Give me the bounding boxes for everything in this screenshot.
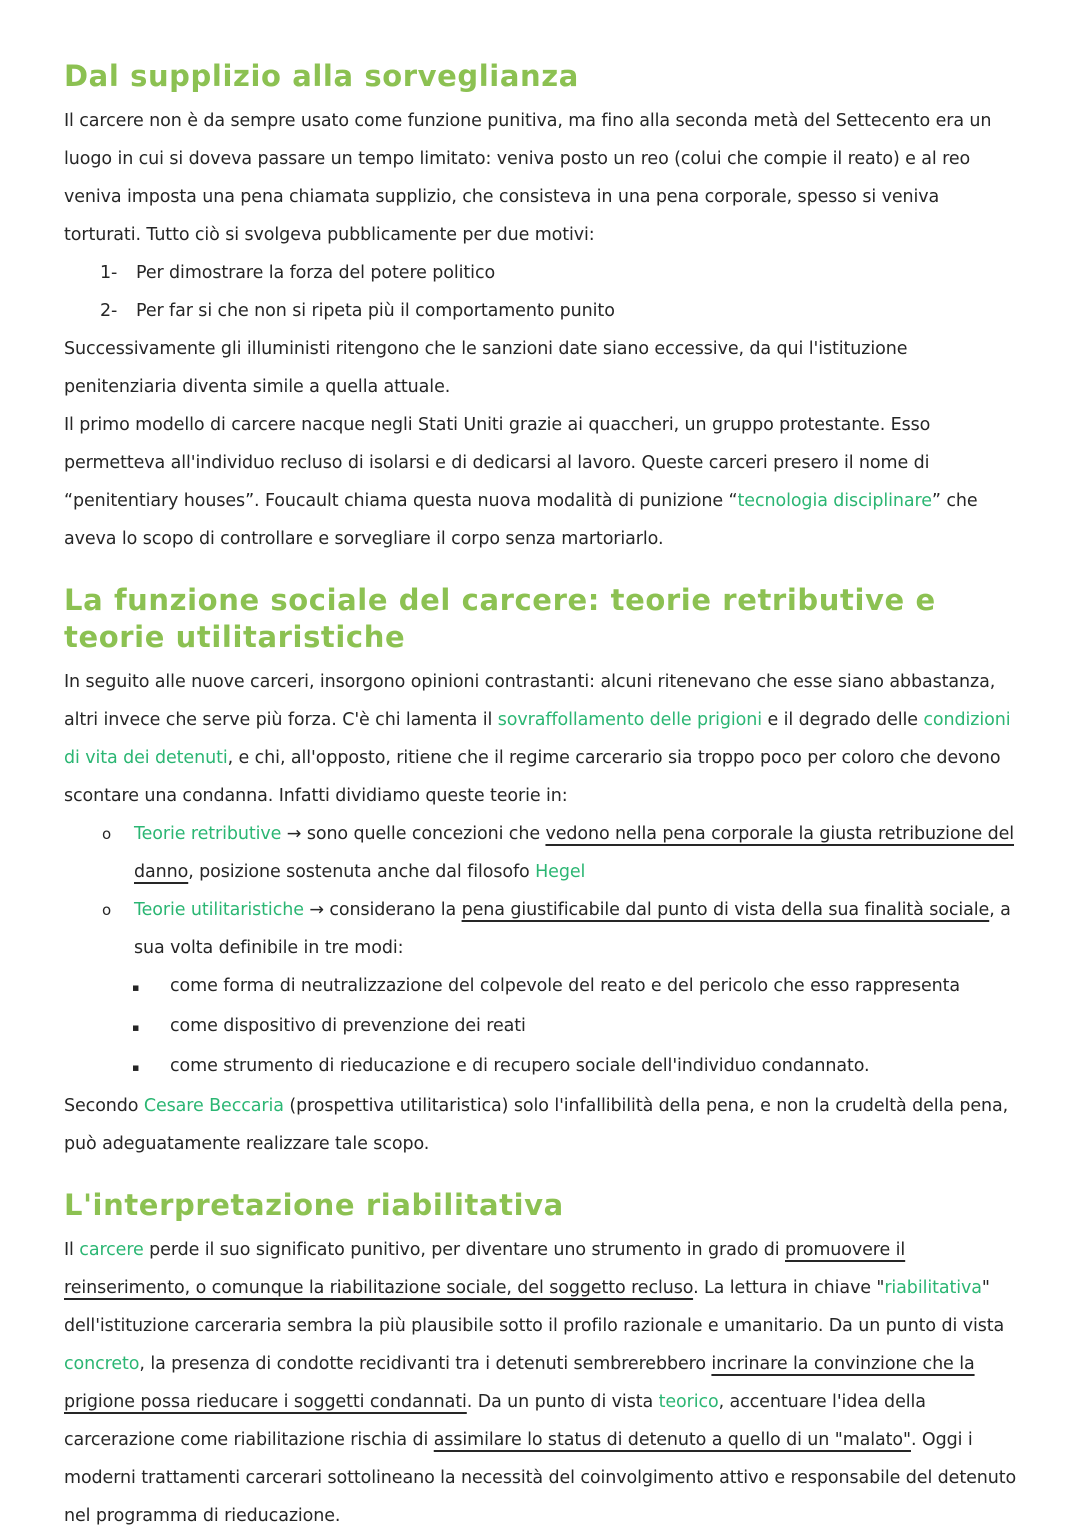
list-marker: ▪ [132, 1061, 140, 1075]
paragraph [64, 330, 1018, 406]
text-run-underline: incrinare la convinzione che la prigione possa rieducare i soggetti condannati [64, 1353, 975, 1412]
text-run-underline: assimilare lo status di detenuto a quello di un "malato" [433, 1429, 911, 1450]
text-run-green: Hegel [535, 862, 586, 883]
list-item-text [136, 292, 1018, 330]
text-run: come strumento di rieducazione e di recupero sociale dell'individuo condannato. [170, 1056, 870, 1077]
text-run-green: tecnologia disciplinare [737, 490, 932, 511]
section-heading: Dal supplizio alla sorveglianza [64, 59, 579, 93]
text-run: come dispositivo di prevenzione dei reati [170, 1016, 526, 1037]
text-run: e il degrado delle [762, 710, 924, 731]
numbered-list [64, 254, 1018, 330]
list-item-text [134, 815, 1018, 891]
text-run-underline: promuovere il reinserimento, o comunque la riabilitazione sociale, del soggetto recluso [64, 1239, 906, 1298]
list-marker: ▪ [132, 981, 140, 995]
text-run: (prospettiva utilitaristica) solo l'infallibilità della pena, e non la crudeltà della pena, può adeguatamente realizzare tale scopo. [64, 1096, 1009, 1155]
text-run: , e chi, all'opposto, ritiene che il regime carcerario sia troppo poco per coloro che devono scontare una condanna. Infatti dividiamo queste teorie in: [64, 748, 1001, 807]
text-run: Secondo [64, 1096, 144, 1117]
section-interpretazione-riabilitativa [64, 1187, 1018, 1535]
section-dal-supplizio-alla-sorveglianza [64, 58, 1018, 558]
text-run-green: Cesare Beccaria [143, 1096, 284, 1117]
paragraph [64, 1231, 1018, 1535]
text-run: , a sua volta definibile in tre modi: [134, 900, 1011, 959]
paragraph [64, 406, 1018, 558]
list-item [64, 1047, 1018, 1087]
text-run: Il [64, 1239, 80, 1260]
section-heading: La funzione sociale del carcere: teorie retributive e teorie utilitaristiche [64, 582, 936, 655]
paragraph [64, 1087, 1018, 1163]
text-run: In seguito alle nuove carceri, insorgono opinioni contrastanti: alcuni ritenevano che esse siano abbastanza, altri invece che serve più forza. C'è chi lamenta il [64, 672, 996, 731]
text-run: Per dimostrare la forza del potere politico [136, 262, 496, 283]
text-run-green: carcere [79, 1239, 144, 1260]
text-run-green: Teorie utilitaristiche [134, 900, 304, 921]
text-run: Per far si che non si ripeta più il comportamento punito [136, 300, 615, 321]
text-run: , la presenza di condotte recidivanti tra i detenuti sembrerebbero [139, 1353, 712, 1374]
text-run-green: teorico [658, 1391, 719, 1412]
list-marker: o [102, 825, 112, 844]
section-heading: L'interpretazione riabilitativa [64, 1188, 564, 1223]
text-run: , posizione sostenuta anche dal filosofo [188, 862, 536, 883]
text-run: . La lettura in chiave " [693, 1277, 885, 1298]
text-run: ” che aveva lo scopo di controllare e sorvegliare il corpo senza martoriarlo. [64, 490, 978, 549]
list-marker: ▪ [132, 1021, 140, 1035]
list-item-text [170, 1007, 1018, 1045]
text-run-underline: vedono nella pena corporale la giusta retribuzione del danno [134, 824, 1015, 883]
list-item [64, 254, 1018, 292]
text-run: . Da un punto di vista [466, 1391, 659, 1412]
list-item [64, 292, 1018, 330]
list-item [64, 1007, 1018, 1047]
text-run-green: condizioni di vita dei detenuti [64, 710, 1011, 769]
text-run-green: riabilitativa [884, 1277, 982, 1298]
text-run-green: Teorie retributive [134, 824, 282, 845]
circle-list [64, 815, 1018, 967]
text-run: perde il suo significato punitivo, per diventare uno strumento in grado di [143, 1239, 786, 1260]
paragraph [64, 663, 1018, 815]
text-run-green: sovraffollamento delle prigioni [497, 710, 762, 731]
list-item-text [170, 1047, 1018, 1085]
list-item [64, 891, 1018, 967]
text-run-underline: pena giustificabile dal punto di vista della sua finalità sociale [461, 900, 990, 921]
list-item-text [134, 891, 1018, 967]
list-marker: o [102, 901, 112, 920]
list-item-text [136, 254, 1018, 292]
text-run: Il primo modello di carcere nacque negli Stati Uniti grazie ai quaccheri, un gruppo protestante. Esso permetteva all'individuo recluso di isolarsi e di dedicarsi al lavoro. Queste carceri presero il nome di “penitentiary houses”. Foucault chiama questa nuova modalità di punizione “ [64, 414, 931, 511]
text-run: → sono quelle concezioni che [281, 824, 546, 845]
text-run-green: concreto [64, 1353, 140, 1374]
section-la-funzione-sociale-del-carcere [64, 582, 1018, 1163]
paragraph [64, 102, 1018, 254]
text-run: . Oggi i moderni trattamenti carcerari sottolineano la necessità del coinvolgimento attivo e responsabile del detenuto nel programma di rieducazione. [64, 1429, 1017, 1526]
list-marker: 2- [100, 300, 118, 321]
text-run: " dell'istituzione carceraria sembra la più plausibile sotto il profilo razionale e umanitario. Da un punto di vista [64, 1277, 1005, 1336]
text-run: Il carcere non è da sempre usato come funzione punitiva, ma fino alla seconda metà del Settecento era un luogo in cui si doveva passare un tempo limitato: veniva posto un reo (colui che compie il reato) e al reo veniva imposta una pena chiamata supplizio, che consisteva in una pena corporale, spesso si veniva torturati. Tutto ciò si svolgeva pubblicamente per due motivi: [64, 110, 992, 245]
square-list [64, 967, 1018, 1087]
list-item-text [170, 967, 1018, 1005]
list-marker: 1- [100, 262, 118, 283]
document-body [64, 58, 1018, 1535]
text-run: → considerano la [303, 900, 462, 921]
text-run: , accentuare l'idea della carcerazione come riabilitazione rischia di [64, 1391, 926, 1450]
list-item [64, 967, 1018, 1007]
list-item [64, 815, 1018, 891]
text-run: Successivamente gli illuministi ritengono che le sanzioni date siano eccessive, da qui l'istituzione penitenziaria diventa simile a quella attuale. [64, 338, 908, 397]
text-run: come forma di neutralizzazione del colpevole del reato e del pericolo che esso rappresenta [170, 976, 961, 997]
